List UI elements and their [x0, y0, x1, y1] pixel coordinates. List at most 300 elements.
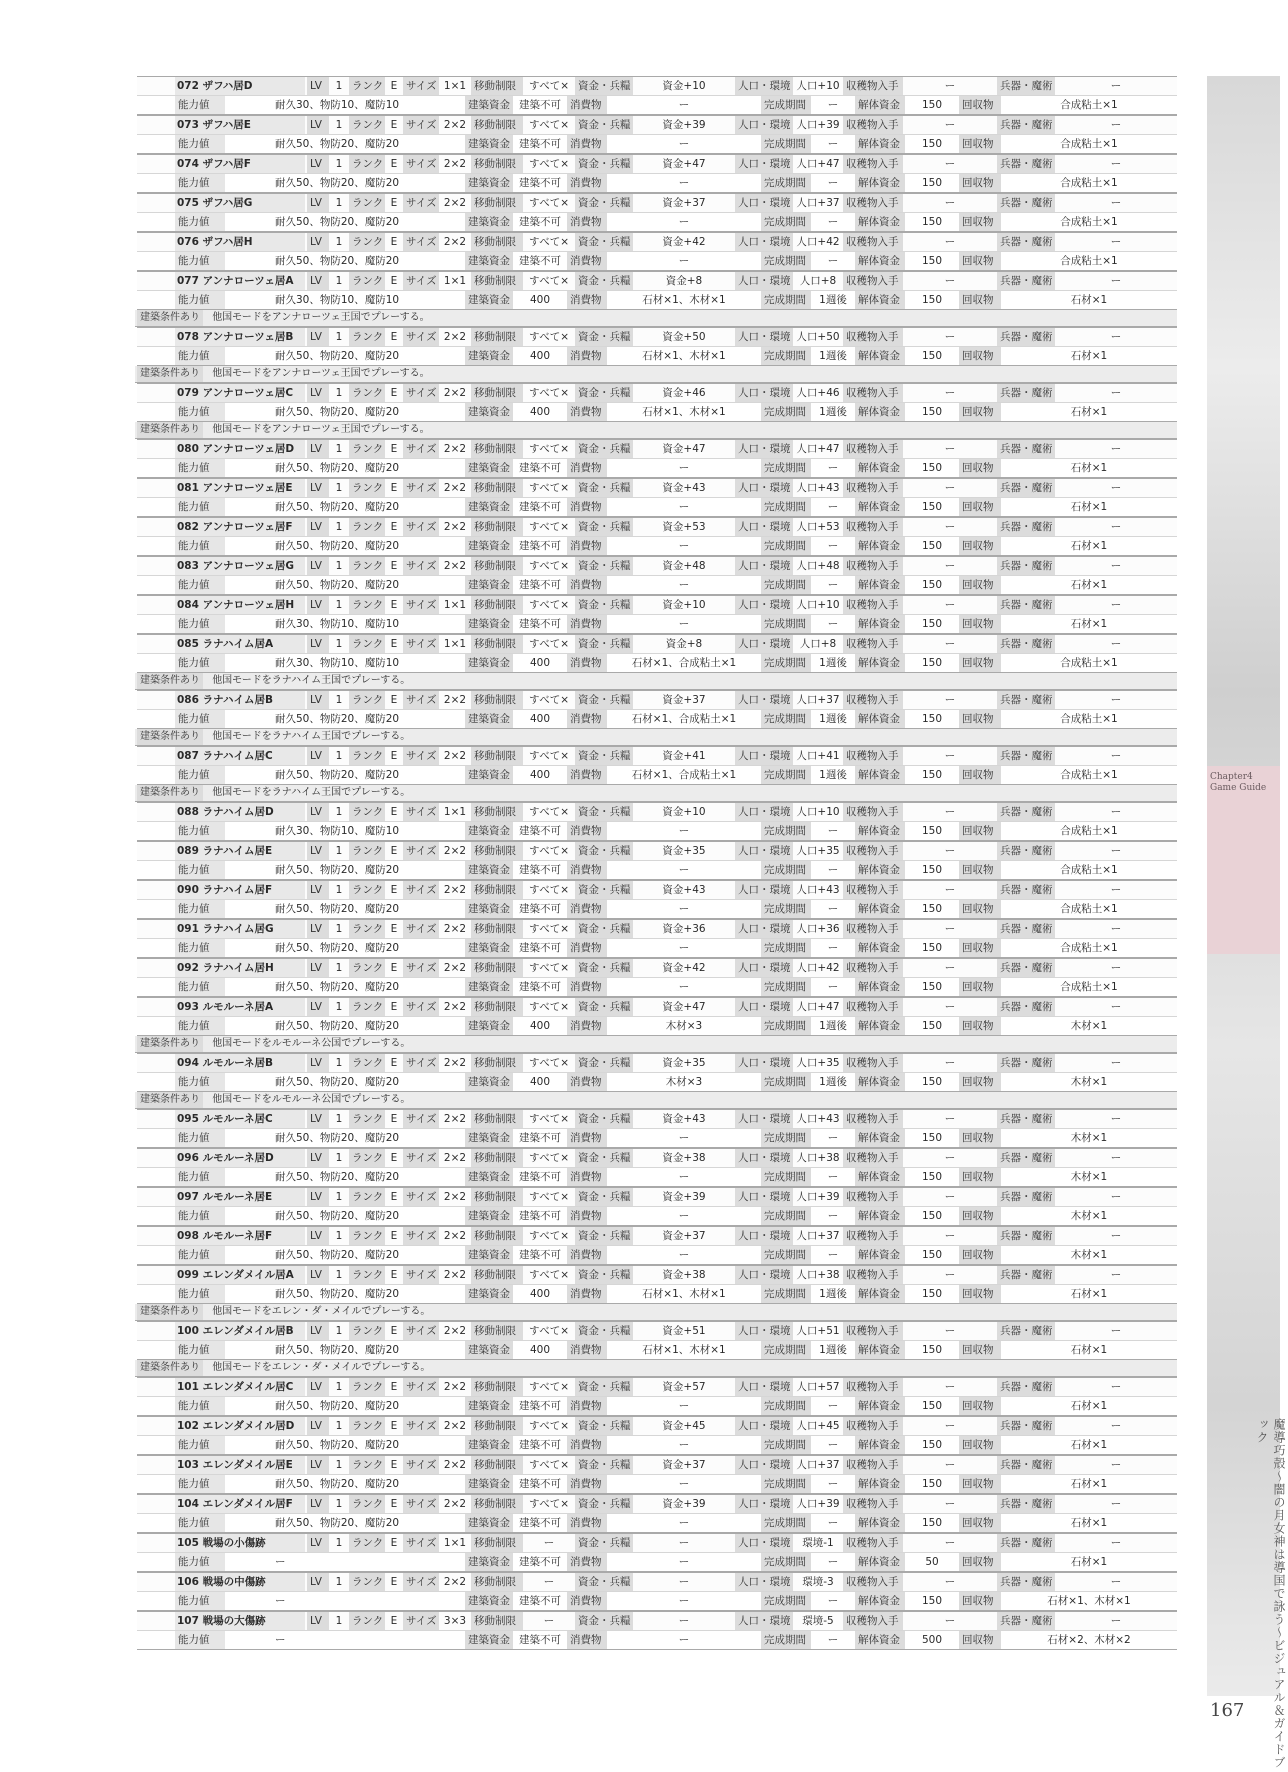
ability-label: 能力値 — [175, 403, 225, 421]
res-label: 資金・兵糧 — [575, 77, 633, 95]
details-row — [137, 459, 1177, 478]
arms-value: ー — [1110, 750, 1122, 762]
move-value: すべて× — [528, 443, 570, 455]
recover-value: 木材×1 — [1070, 1210, 1108, 1222]
build-cost-value: 400 — [529, 713, 551, 725]
lv-value: 1 — [335, 599, 343, 611]
size-value: 2×2 — [443, 331, 467, 343]
res-label: 資金・兵糧 — [575, 1378, 633, 1396]
recover-value: 合成粘土×1 — [1060, 942, 1118, 954]
arms-value: ー — [1110, 1537, 1122, 1549]
recover-value: 石材×1 — [1070, 1439, 1108, 1451]
move-label: 移動制限 — [471, 747, 523, 765]
arms-value: ー — [1110, 482, 1122, 494]
pop-value: 環境-3 — [802, 1576, 834, 1588]
period-value: ー — [827, 1634, 839, 1646]
recover-value: 合成粘土×1 — [1060, 713, 1118, 725]
recover-label: 回収物 — [959, 174, 1001, 192]
dismantle-value: 150 — [921, 864, 943, 876]
build-cost-label: 建築資金 — [465, 1631, 513, 1649]
pop-label: 人口・環境 — [735, 1417, 793, 1435]
recover-value: 木材×1 — [1070, 1249, 1108, 1261]
ability-value: ー — [275, 1634, 286, 1646]
res-label: 資金・兵糧 — [575, 1188, 633, 1206]
harvest-label: 収穫物入手 — [843, 1110, 903, 1128]
stats-row — [137, 690, 1177, 710]
pop-value: 人口+43 — [796, 1113, 840, 1125]
pop-label: 人口・環境 — [735, 596, 793, 614]
size-label: サイズ — [403, 1110, 439, 1128]
arms-label: 兵器・魔術 — [997, 518, 1055, 536]
pop-value: 人口+42 — [796, 962, 840, 974]
build-cost-label: 建築資金 — [465, 403, 513, 421]
pop-value: 人口+39 — [796, 119, 840, 131]
stats-row — [137, 271, 1177, 291]
lv-value: 1 — [335, 638, 343, 650]
arms-label: 兵器・魔術 — [997, 1110, 1055, 1128]
lv-label: LV — [307, 881, 329, 899]
res-label: 資金・兵糧 — [575, 1322, 633, 1340]
dismantle-value: 150 — [921, 294, 943, 306]
recover-label: 回収物 — [959, 615, 1001, 633]
build-cost-value: 建築不可 — [519, 501, 561, 513]
pop-label: 人口・環境 — [735, 1149, 793, 1167]
arms-label: 兵器・魔術 — [997, 328, 1055, 346]
pop-value: 人口+37 — [796, 1459, 840, 1471]
arms-value: ー — [1110, 1498, 1122, 1510]
build-condition-label: 建築条件あり — [137, 785, 203, 801]
res-value: 資金+10 — [662, 80, 706, 92]
harvest-label: 収穫物入手 — [843, 959, 903, 977]
move-label: 移動制限 — [471, 1266, 523, 1284]
rank-value: E — [390, 1537, 398, 1549]
res-value: 資金+35 — [662, 1057, 706, 1069]
build-cost-value: 建築不可 — [519, 462, 561, 474]
rank-value: E — [390, 197, 398, 209]
pop-value: 人口+47 — [796, 1001, 840, 1013]
harvest-label: 収穫物入手 — [843, 479, 903, 497]
dismantle-label: 解体資金 — [855, 1475, 905, 1493]
dismantle-label: 解体資金 — [855, 861, 905, 879]
arms-label: 兵器・魔術 — [997, 1534, 1055, 1552]
harvest-label: 収穫物入手 — [843, 440, 903, 458]
recover-value: 合成粘土×1 — [1060, 255, 1118, 267]
build-cost-value: 400 — [529, 657, 551, 669]
res-label: 資金・兵糧 — [575, 1227, 633, 1245]
res-value: 資金+35 — [662, 845, 706, 857]
build-cost-value: 400 — [529, 350, 551, 362]
period-value: ー — [827, 1400, 839, 1412]
consume-label: 消費物 — [567, 1592, 607, 1610]
period-label: 完成期間 — [761, 615, 811, 633]
period-value: ー — [827, 1478, 839, 1490]
building-name: 091 ラナハイム居G — [175, 920, 305, 938]
arms-value: ー — [1110, 1152, 1122, 1164]
size-value: 2×2 — [443, 387, 467, 399]
stats-row — [137, 919, 1177, 939]
move-value: すべて× — [528, 158, 570, 170]
building-name: 074 ザフハ居F — [175, 155, 305, 173]
rank-value: E — [390, 1459, 398, 1471]
period-label: 完成期間 — [761, 1592, 811, 1610]
res-label: 資金・兵糧 — [575, 1110, 633, 1128]
pop-label: 人口・環境 — [735, 1534, 793, 1552]
dismantle-label: 解体資金 — [855, 1592, 905, 1610]
period-label: 完成期間 — [761, 939, 811, 957]
move-label: 移動制限 — [471, 998, 523, 1016]
harvest-label: 収穫物入手 — [843, 803, 903, 821]
rank-value: E — [390, 1152, 398, 1164]
rank-value: E — [390, 275, 398, 287]
building-name: 072 ザフハ居D — [175, 77, 305, 95]
harvest-value: ー — [944, 1269, 956, 1281]
period-value: ー — [827, 1210, 839, 1222]
arms-value: ー — [1110, 1001, 1122, 1013]
arms-value: ー — [1110, 1459, 1122, 1471]
rank-label: ランク — [349, 1227, 385, 1245]
pop-value: 人口+50 — [796, 331, 840, 343]
lv-value: 1 — [335, 962, 343, 974]
build-cost-label: 建築資金 — [465, 1207, 513, 1225]
pop-label: 人口・環境 — [735, 384, 793, 402]
building-entry — [137, 958, 1177, 997]
build-condition-label: 建築条件あり — [137, 310, 203, 326]
consume-value: ー — [678, 825, 690, 837]
period-value: ー — [827, 1132, 839, 1144]
stats-row — [137, 746, 1177, 766]
harvest-value: ー — [944, 1057, 956, 1069]
build-cost-value: 400 — [529, 769, 551, 781]
consume-label: 消費物 — [567, 822, 607, 840]
rank-label: ランク — [349, 803, 385, 821]
ability-value: 耐久50、物防20、魔防20 — [275, 255, 400, 267]
dismantle-label: 解体資金 — [855, 135, 905, 153]
period-value: 1週後 — [819, 406, 847, 418]
ability-value: 耐久50、物防20、魔防20 — [275, 769, 400, 781]
arms-label: 兵器・魔術 — [997, 1612, 1055, 1630]
ability-value: ー — [275, 1595, 286, 1607]
lv-label: LV — [307, 747, 329, 765]
period-label: 完成期間 — [761, 459, 811, 477]
pop-label: 人口・環境 — [735, 1378, 793, 1396]
res-value: 資金+8 — [665, 275, 703, 287]
dismantle-label: 解体資金 — [855, 252, 905, 270]
stats-row — [137, 1455, 1177, 1475]
consume-label: 消費物 — [567, 1017, 607, 1035]
pop-label: 人口・環境 — [735, 691, 793, 709]
recover-label: 回収物 — [959, 498, 1001, 516]
recover-value: 石材×1 — [1070, 1556, 1108, 1568]
dismantle-value: 150 — [921, 99, 943, 111]
ability-label: 能力値 — [175, 135, 225, 153]
lv-label: LV — [307, 842, 329, 860]
res-value: 資金+50 — [662, 331, 706, 343]
move-label: 移動制限 — [471, 479, 523, 497]
res-label: 資金・兵糧 — [575, 998, 633, 1016]
move-label: 移動制限 — [471, 596, 523, 614]
rank-value: E — [390, 1001, 398, 1013]
lv-label: LV — [307, 1322, 329, 1340]
arms-value: ー — [1110, 387, 1122, 399]
building-name: 104 エレンダメイル居F — [175, 1495, 305, 1513]
pop-label: 人口・環境 — [735, 1227, 793, 1245]
res-label: 資金・兵糧 — [575, 1417, 633, 1435]
building-name: 097 ルモルーネ居E — [175, 1188, 305, 1206]
dismantle-value: 150 — [921, 1478, 943, 1490]
period-label: 完成期間 — [761, 822, 811, 840]
move-label: 移動制限 — [471, 155, 523, 173]
move-value: すべて× — [528, 1230, 570, 1242]
move-label: 移動制限 — [471, 691, 523, 709]
build-cost-value: 建築不可 — [519, 1171, 561, 1183]
consume-label: 消費物 — [567, 1285, 607, 1303]
ability-value: 耐久50、物防20、魔防20 — [275, 1132, 400, 1144]
recover-value: 木材×1 — [1070, 1076, 1108, 1088]
dismantle-label: 解体資金 — [855, 459, 905, 477]
build-condition-text: 他国モードをラナハイム王国でプレーする。 — [212, 731, 411, 742]
lv-label: LV — [307, 557, 329, 575]
arms-value: ー — [1110, 521, 1122, 533]
arms-label: 兵器・魔術 — [997, 77, 1055, 95]
build-condition-row — [135, 1036, 1177, 1053]
period-value: 1週後 — [819, 657, 847, 669]
pop-value: 人口+36 — [796, 923, 840, 935]
build-cost-label: 建築資金 — [465, 822, 513, 840]
arms-label: 兵器・魔術 — [997, 557, 1055, 575]
build-cost-label: 建築資金 — [465, 498, 513, 516]
page-number: 167 — [1210, 1700, 1245, 1721]
period-label: 完成期間 — [761, 654, 811, 672]
rank-value: E — [390, 845, 398, 857]
building-entry — [137, 690, 1177, 746]
pop-value: 人口+37 — [796, 694, 840, 706]
recover-label: 回収物 — [959, 1631, 1001, 1649]
move-label: 移動制限 — [471, 1188, 523, 1206]
build-condition-row — [135, 785, 1177, 802]
dismantle-label: 解体資金 — [855, 174, 905, 192]
size-label: サイズ — [403, 479, 439, 497]
building-entry — [137, 1053, 1177, 1109]
rank-label: ランク — [349, 479, 385, 497]
recover-label: 回収物 — [959, 1397, 1001, 1415]
size-label: サイズ — [403, 1149, 439, 1167]
pop-value: 人口+47 — [796, 443, 840, 455]
consume-value: ー — [678, 177, 690, 189]
size-label: サイズ — [403, 77, 439, 95]
res-value: 資金+37 — [662, 694, 706, 706]
consume-value: 石材×1、木材×1 — [642, 406, 726, 418]
consume-value: ー — [678, 981, 690, 993]
building-entry — [137, 1572, 1177, 1611]
rank-label: ランク — [349, 440, 385, 458]
period-label: 完成期間 — [761, 1285, 811, 1303]
arms-value: ー — [1110, 197, 1122, 209]
ability-value: 耐久50、物防20、魔防20 — [275, 1076, 400, 1088]
build-cost-value: 建築不可 — [519, 1556, 561, 1568]
dismantle-label: 解体資金 — [855, 1168, 905, 1186]
build-cost-label: 建築資金 — [465, 1285, 513, 1303]
consume-label: 消費物 — [567, 291, 607, 309]
details-row — [137, 1592, 1177, 1611]
pop-value: 環境-1 — [802, 1537, 834, 1549]
period-label: 完成期間 — [761, 861, 811, 879]
recover-value: 合成粘土×1 — [1060, 99, 1118, 111]
stats-row — [137, 556, 1177, 576]
stats-row — [137, 1377, 1177, 1397]
size-value: 2×2 — [443, 694, 467, 706]
res-value: 資金+42 — [662, 236, 706, 248]
dismantle-value: 150 — [921, 1517, 943, 1529]
move-label: 移動制限 — [471, 1227, 523, 1245]
harvest-label: 収穫物入手 — [843, 77, 903, 95]
arms-label: 兵器・魔術 — [997, 1417, 1055, 1435]
ability-label: 能力値 — [175, 710, 225, 728]
stats-row — [137, 327, 1177, 347]
ability-label: 能力値 — [175, 1631, 225, 1649]
pop-label: 人口・環境 — [735, 155, 793, 173]
dismantle-label: 解体資金 — [855, 1073, 905, 1091]
arms-label: 兵器・魔術 — [997, 1495, 1055, 1513]
build-cost-label: 建築資金 — [465, 900, 513, 918]
ability-value: 耐久50、物防20、魔防20 — [275, 1020, 400, 1032]
recover-value: 石材×1 — [1070, 1478, 1108, 1490]
lv-label: LV — [307, 959, 329, 977]
period-value: ー — [827, 903, 839, 915]
arms-value: ー — [1110, 1269, 1122, 1281]
size-value: 2×2 — [443, 1191, 467, 1203]
res-label: 資金・兵糧 — [575, 881, 633, 899]
move-label: 移動制限 — [471, 920, 523, 938]
ability-label: 能力値 — [175, 96, 225, 114]
building-entry — [137, 1533, 1177, 1572]
build-cost-value: 建築不可 — [519, 1400, 561, 1412]
ability-value: 耐久50、物防20、魔防20 — [275, 177, 400, 189]
rank-value: E — [390, 80, 398, 92]
consume-value: ー — [678, 216, 690, 228]
chapter-tab — [1207, 766, 1280, 954]
recover-label: 回収物 — [959, 135, 1001, 153]
lv-label: LV — [307, 1456, 329, 1474]
pop-label: 人口・環境 — [735, 77, 793, 95]
rank-label: ランク — [349, 1534, 385, 1552]
lv-value: 1 — [335, 119, 343, 131]
harvest-value: ー — [944, 1001, 956, 1013]
building-entry — [137, 383, 1177, 439]
ability-label: 能力値 — [175, 1436, 225, 1454]
move-label: 移動制限 — [471, 272, 523, 290]
dismantle-label: 解体資金 — [855, 403, 905, 421]
arms-value: ー — [1110, 884, 1122, 896]
consume-value: 石材×1、木材×1 — [642, 294, 726, 306]
harvest-value: ー — [944, 1113, 956, 1125]
consume-label: 消費物 — [567, 537, 607, 555]
period-value: ー — [827, 462, 839, 474]
arms-label: 兵器・魔術 — [997, 1054, 1055, 1072]
harvest-label: 収穫物入手 — [843, 116, 903, 134]
consume-value: ー — [678, 1556, 690, 1568]
period-label: 完成期間 — [761, 96, 811, 114]
building-entry — [137, 1455, 1177, 1494]
move-value: すべて× — [528, 119, 570, 131]
consume-label: 消費物 — [567, 861, 607, 879]
recover-value: 合成粘土×1 — [1060, 657, 1118, 669]
building-entry — [137, 556, 1177, 595]
ability-label: 能力値 — [175, 939, 225, 957]
period-value: ー — [827, 216, 839, 228]
period-value: 1週後 — [819, 769, 847, 781]
period-value: 1週後 — [819, 350, 847, 362]
build-cost-value: 400 — [529, 1020, 551, 1032]
pop-value: 人口+45 — [796, 1420, 840, 1432]
rank-label: ランク — [349, 998, 385, 1016]
harvest-value: ー — [944, 884, 956, 896]
lv-value: 1 — [335, 443, 343, 455]
build-condition-row — [135, 366, 1177, 383]
building-name: 078 アンナローツェ居B — [175, 328, 305, 346]
period-label: 完成期間 — [761, 1017, 811, 1035]
building-entry — [137, 327, 1177, 383]
ability-value: 耐久50、物防20、魔防20 — [275, 406, 400, 418]
dismantle-label: 解体資金 — [855, 576, 905, 594]
size-label: サイズ — [403, 1378, 439, 1396]
consume-value: ー — [678, 579, 690, 591]
dismantle-value: 150 — [921, 350, 943, 362]
ability-value: 耐久30、物防10、魔防10 — [275, 99, 400, 111]
details-row — [137, 1631, 1177, 1650]
consume-value: ー — [678, 1517, 690, 1529]
build-cost-value: 400 — [529, 1344, 551, 1356]
period-label: 完成期間 — [761, 1436, 811, 1454]
arms-label: 兵器・魔術 — [997, 1322, 1055, 1340]
res-value: 資金+47 — [662, 158, 706, 170]
period-value: ー — [827, 981, 839, 993]
lv-value: 1 — [335, 275, 343, 287]
recover-value: 合成粘土×1 — [1060, 177, 1118, 189]
consume-value: ー — [678, 501, 690, 513]
harvest-label: 収穫物入手 — [843, 596, 903, 614]
pop-label: 人口・環境 — [735, 440, 793, 458]
period-value: ー — [827, 1249, 839, 1261]
build-condition-row — [135, 310, 1177, 327]
building-entry — [137, 802, 1177, 841]
rank-label: ランク — [349, 233, 385, 251]
arms-label: 兵器・魔術 — [997, 998, 1055, 1016]
res-label: 資金・兵糧 — [575, 1534, 633, 1552]
recover-label: 回収物 — [959, 1017, 1001, 1035]
building-name: 080 アンナローツェ居D — [175, 440, 305, 458]
details-row — [137, 576, 1177, 595]
dismantle-value: 150 — [921, 903, 943, 915]
res-label: 資金・兵糧 — [575, 272, 633, 290]
consume-label: 消費物 — [567, 939, 607, 957]
recover-value: 石材×1 — [1070, 579, 1108, 591]
ability-value: 耐久30、物防10、魔防10 — [275, 657, 400, 669]
building-entry — [137, 1109, 1177, 1148]
recover-label: 回収物 — [959, 654, 1001, 672]
arms-label: 兵器・魔術 — [997, 1266, 1055, 1284]
arms-value: ー — [1110, 638, 1122, 650]
dismantle-value: 150 — [921, 1344, 943, 1356]
ability-value: 耐久50、物防20、魔防20 — [275, 713, 400, 725]
lv-label: LV — [307, 1149, 329, 1167]
size-label: サイズ — [403, 518, 439, 536]
rank-value: E — [390, 806, 398, 818]
harvest-value: ー — [944, 1420, 956, 1432]
rank-label: ランク — [349, 1456, 385, 1474]
rank-value: E — [390, 119, 398, 131]
stats-row — [137, 154, 1177, 174]
rank-label: ランク — [349, 384, 385, 402]
